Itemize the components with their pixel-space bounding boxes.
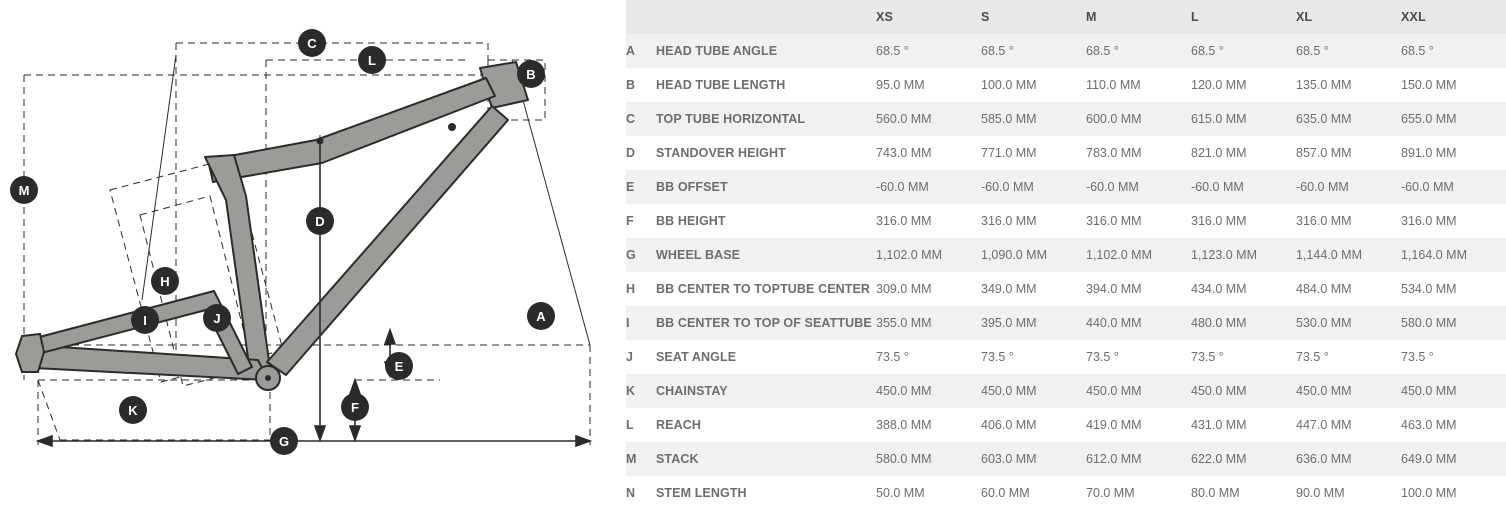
- row-value-s: 395.0 MM: [981, 306, 1086, 340]
- col-header-xxl: XXL: [1401, 0, 1506, 34]
- callout-h: [151, 267, 179, 295]
- row-value-xxl: 150.0 MM: [1401, 68, 1506, 102]
- table-row: [626, 374, 1506, 408]
- row-value-xxl: 891.0 MM: [1401, 136, 1506, 170]
- row-value-xl: -60.0 MM: [1296, 170, 1401, 204]
- row-letter: J: [626, 340, 656, 374]
- frame-geometry-diagram: [0, 0, 626, 513]
- col-header-s: S: [981, 0, 1086, 34]
- callout-g: [270, 427, 298, 455]
- row-value-xl: 447.0 MM: [1296, 408, 1401, 442]
- row-value-m: 612.0 MM: [1086, 442, 1191, 476]
- row-value-xs: 316.0 MM: [876, 204, 981, 238]
- row-name: TOP TUBE HORIZONTAL: [656, 102, 876, 136]
- row-value-xs: 73.5 °: [876, 340, 981, 374]
- callout-c: [298, 29, 326, 57]
- row-value-m: 440.0 MM: [1086, 306, 1191, 340]
- row-value-xl: 73.5 °: [1296, 340, 1401, 374]
- row-value-l: 615.0 MM: [1191, 102, 1296, 136]
- row-value-xl: 450.0 MM: [1296, 374, 1401, 408]
- callout-j: [203, 304, 231, 332]
- row-value-m: 110.0 MM: [1086, 68, 1191, 102]
- row-value-m: 783.0 MM: [1086, 136, 1191, 170]
- col-header-xs: XS: [876, 0, 981, 34]
- row-name: REACH: [656, 408, 876, 442]
- row-value-xl: 530.0 MM: [1296, 306, 1401, 340]
- callout-a-label: A: [536, 309, 546, 324]
- row-value-xs: 580.0 MM: [876, 442, 981, 476]
- row-value-m: 70.0 MM: [1086, 476, 1191, 510]
- row-value-xl: 68.5 °: [1296, 34, 1401, 68]
- callout-m-label: M: [18, 183, 30, 198]
- row-value-xxl: 1,164.0 MM: [1401, 238, 1506, 272]
- row-value-xl: 1,144.0 MM: [1296, 238, 1401, 272]
- row-value-l: 68.5 °: [1191, 34, 1296, 68]
- row-value-m: -60.0 MM: [1086, 170, 1191, 204]
- row-value-l: 431.0 MM: [1191, 408, 1296, 442]
- row-name: STACK: [656, 442, 876, 476]
- callout-e: [385, 352, 413, 380]
- table-row: [626, 272, 1506, 306]
- row-value-m: 600.0 MM: [1086, 102, 1191, 136]
- row-value-xl: 90.0 MM: [1296, 476, 1401, 510]
- row-value-s: 73.5 °: [981, 340, 1086, 374]
- row-value-xxl: 534.0 MM: [1401, 272, 1506, 306]
- row-value-m: 73.5 °: [1086, 340, 1191, 374]
- row-name: WHEEL BASE: [656, 238, 876, 272]
- row-value-xs: 450.0 MM: [876, 374, 981, 408]
- row-value-s: 585.0 MM: [981, 102, 1086, 136]
- row-name: BB CENTER TO TOP OF SEATTUBE: [656, 306, 876, 340]
- row-letter: I: [626, 306, 656, 340]
- row-letter: A: [626, 34, 656, 68]
- callout-d-label: D: [315, 214, 325, 229]
- table-row: [626, 68, 1506, 102]
- table-row: [626, 34, 1506, 68]
- table-row: [626, 442, 1506, 476]
- row-value-xl: 316.0 MM: [1296, 204, 1401, 238]
- row-value-xxl: 649.0 MM: [1401, 442, 1506, 476]
- row-value-xs: 560.0 MM: [876, 102, 981, 136]
- dropout-rear: [16, 334, 44, 372]
- table-header: [626, 0, 1506, 34]
- row-value-xs: 355.0 MM: [876, 306, 981, 340]
- row-value-xl: 857.0 MM: [1296, 136, 1401, 170]
- row-value-m: 1,102.0 MM: [1086, 238, 1191, 272]
- row-value-s: 316.0 MM: [981, 204, 1086, 238]
- row-value-xxl: 450.0 MM: [1401, 374, 1506, 408]
- row-name: CHAINSTAY: [656, 374, 876, 408]
- row-value-l: 80.0 MM: [1191, 476, 1296, 510]
- row-value-s: 450.0 MM: [981, 374, 1086, 408]
- row-value-l: 316.0 MM: [1191, 204, 1296, 238]
- row-name: BB OFFSET: [656, 170, 876, 204]
- col-header-m: M: [1086, 0, 1191, 34]
- row-value-m: 450.0 MM: [1086, 374, 1191, 408]
- callout-d: [306, 207, 334, 235]
- col-header-l: L: [1191, 0, 1296, 34]
- row-letter: H: [626, 272, 656, 306]
- row-value-m: 394.0 MM: [1086, 272, 1191, 306]
- row-name: SEAT ANGLE: [656, 340, 876, 374]
- table-row: [626, 102, 1506, 136]
- row-name: HEAD TUBE LENGTH: [656, 68, 876, 102]
- row-value-xl: 636.0 MM: [1296, 442, 1401, 476]
- row-name: BB HEIGHT: [656, 204, 876, 238]
- row-name: STANDOVER HEIGHT: [656, 136, 876, 170]
- row-value-l: 1,123.0 MM: [1191, 238, 1296, 272]
- row-name: STEM LENGTH: [656, 476, 876, 510]
- row-letter: K: [626, 374, 656, 408]
- callout-m: [10, 176, 38, 204]
- row-letter: F: [626, 204, 656, 238]
- table-row: [626, 306, 1506, 340]
- row-value-l: 120.0 MM: [1191, 68, 1296, 102]
- row-value-xs: 388.0 MM: [876, 408, 981, 442]
- callout-k: [119, 396, 147, 424]
- table-header-row: [626, 0, 1506, 34]
- row-value-xs: 743.0 MM: [876, 136, 981, 170]
- row-value-xs: 309.0 MM: [876, 272, 981, 306]
- callout-k-label: K: [128, 403, 138, 418]
- cable-port-1: [448, 123, 456, 131]
- bb-center: [265, 375, 271, 381]
- callout-l: [358, 46, 386, 74]
- table-body: [626, 34, 1506, 510]
- table-row: [626, 170, 1506, 204]
- geometry-table: [626, 0, 1506, 510]
- table-row: [626, 204, 1506, 238]
- row-value-l: 480.0 MM: [1191, 306, 1296, 340]
- row-value-xs: 1,102.0 MM: [876, 238, 981, 272]
- row-value-s: 68.5 °: [981, 34, 1086, 68]
- row-value-s: 771.0 MM: [981, 136, 1086, 170]
- row-value-m: 68.5 °: [1086, 34, 1191, 68]
- row-value-m: 419.0 MM: [1086, 408, 1191, 442]
- row-letter: G: [626, 238, 656, 272]
- row-value-xxl: 100.0 MM: [1401, 476, 1506, 510]
- table-row: [626, 340, 1506, 374]
- row-letter: C: [626, 102, 656, 136]
- row-letter: L: [626, 408, 656, 442]
- col-header-xl: XL: [1296, 0, 1401, 34]
- row-value-s: 60.0 MM: [981, 476, 1086, 510]
- row-letter: D: [626, 136, 656, 170]
- callout-l-label: L: [368, 53, 376, 68]
- row-value-xxl: 316.0 MM: [1401, 204, 1506, 238]
- callout-g-label: G: [278, 434, 290, 449]
- row-value-xl: 484.0 MM: [1296, 272, 1401, 306]
- row-name: HEAD TUBE ANGLE: [656, 34, 876, 68]
- row-value-s: -60.0 MM: [981, 170, 1086, 204]
- row-value-xxl: 580.0 MM: [1401, 306, 1506, 340]
- callout-i: [131, 306, 159, 334]
- callout-i-label: I: [143, 313, 147, 328]
- row-value-s: 1,090.0 MM: [981, 238, 1086, 272]
- col-header-measure: [656, 0, 876, 34]
- row-value-s: 349.0 MM: [981, 272, 1086, 306]
- row-letter: N: [626, 476, 656, 510]
- row-value-l: 434.0 MM: [1191, 272, 1296, 306]
- row-value-xs: 95.0 MM: [876, 68, 981, 102]
- callout-c-label: C: [307, 36, 317, 51]
- row-letter: B: [626, 68, 656, 102]
- row-value-xxl: 463.0 MM: [1401, 408, 1506, 442]
- callout-e-label: E: [394, 359, 404, 374]
- row-value-xs: 50.0 MM: [876, 476, 981, 510]
- row-value-xs: 68.5 °: [876, 34, 981, 68]
- row-value-s: 100.0 MM: [981, 68, 1086, 102]
- table-row: [626, 136, 1506, 170]
- row-value-xxl: 73.5 °: [1401, 340, 1506, 374]
- callout-b: [517, 60, 545, 88]
- callout-f-label: F: [351, 400, 359, 415]
- callout-f: [341, 393, 369, 421]
- row-letter: M: [626, 442, 656, 476]
- row-name: BB CENTER TO TOPTUBE CENTER: [656, 272, 876, 306]
- row-value-xxl: -60.0 MM: [1401, 170, 1506, 204]
- row-value-xl: 635.0 MM: [1296, 102, 1401, 136]
- dimension-arrows: [38, 140, 590, 446]
- row-value-xs: -60.0 MM: [876, 170, 981, 204]
- row-value-l: 450.0 MM: [1191, 374, 1296, 408]
- geometry-table-panel: [626, 0, 1506, 513]
- table-row: [626, 408, 1506, 442]
- row-value-s: 406.0 MM: [981, 408, 1086, 442]
- table-row: [626, 476, 1506, 510]
- table-row: [626, 238, 1506, 272]
- row-value-s: 603.0 MM: [981, 442, 1086, 476]
- col-header-letter: [626, 0, 656, 34]
- row-value-l: 821.0 MM: [1191, 136, 1296, 170]
- callout-b-label: B: [526, 67, 536, 82]
- callout-a: [527, 302, 555, 330]
- callout-j-label: J: [213, 311, 221, 326]
- row-value-l: 73.5 °: [1191, 340, 1296, 374]
- row-value-m: 316.0 MM: [1086, 204, 1191, 238]
- frame-geometry-svg: [0, 0, 626, 513]
- row-value-xxl: 68.5 °: [1401, 34, 1506, 68]
- row-value-xxl: 655.0 MM: [1401, 102, 1506, 136]
- callout-h-label: H: [160, 274, 170, 289]
- row-letter: E: [626, 170, 656, 204]
- row-value-l: -60.0 MM: [1191, 170, 1296, 204]
- row-value-xl: 135.0 MM: [1296, 68, 1401, 102]
- row-value-l: 622.0 MM: [1191, 442, 1296, 476]
